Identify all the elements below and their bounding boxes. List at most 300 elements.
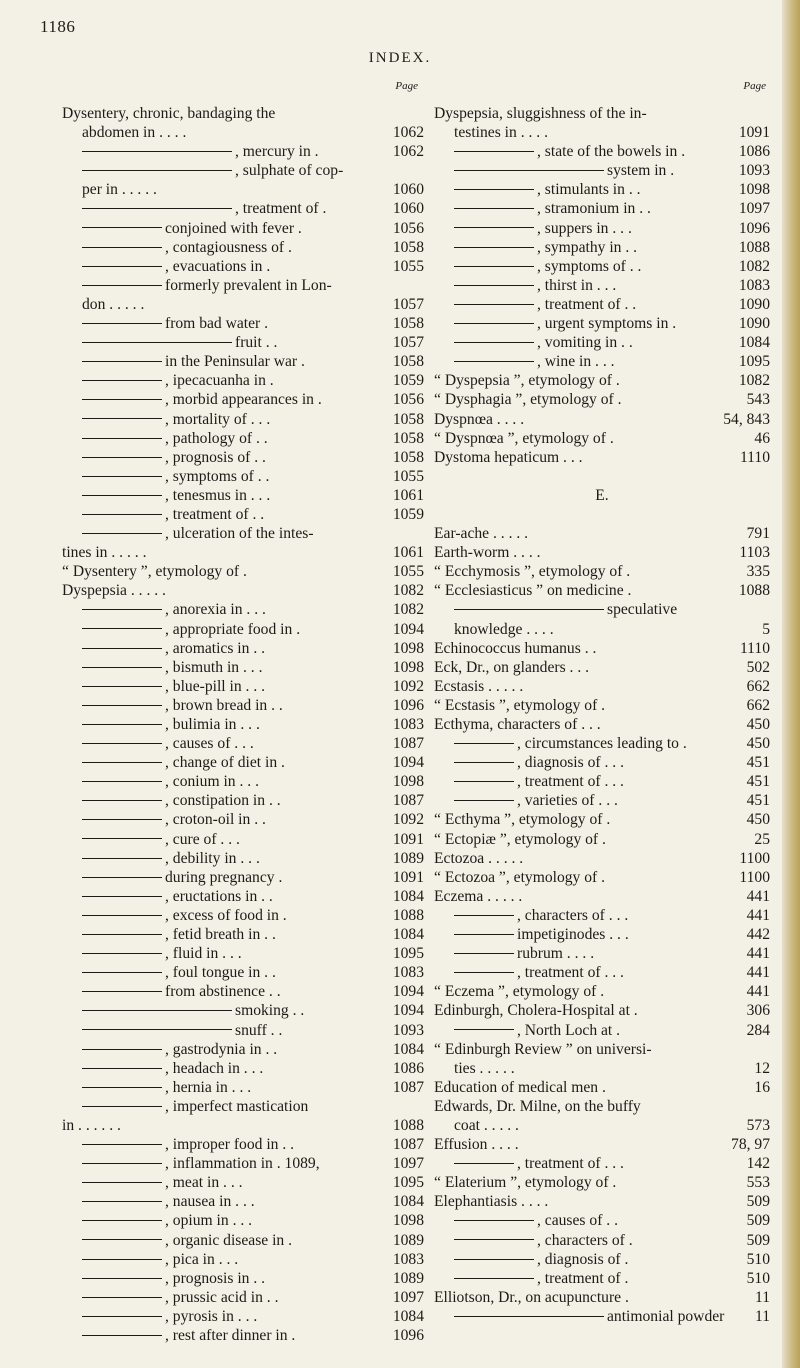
index-entry bbox=[62, 219, 424, 238]
entry-text bbox=[82, 734, 254, 753]
entry-text bbox=[434, 1173, 616, 1192]
entry-page-number: 791 bbox=[746, 525, 770, 543]
ditto-dash bbox=[82, 266, 162, 267]
ditto-dash bbox=[454, 285, 534, 286]
ditto-dash bbox=[82, 399, 162, 400]
ditto-dash bbox=[82, 648, 162, 649]
page-title: INDEX. bbox=[368, 50, 432, 66]
index-entry bbox=[434, 658, 770, 677]
entry-label: , improper food in . . bbox=[165, 1136, 295, 1154]
entry-label: , suppers in . . . bbox=[537, 219, 632, 237]
entry-label: “ Dyspepsia ”, etymology of . bbox=[434, 372, 620, 390]
page-number: 1186 bbox=[40, 17, 76, 36]
ditto-dash bbox=[82, 208, 232, 209]
index-entry bbox=[62, 1097, 424, 1116]
entry-label: Eck, Dr., on glanders . . . bbox=[434, 658, 590, 676]
entry-text bbox=[82, 448, 266, 467]
entry-text bbox=[454, 1307, 724, 1326]
entry-label: “ Dyspnœa ”, etymology of . bbox=[434, 429, 614, 447]
entry-label: , contagiousness of . bbox=[165, 238, 292, 256]
index-entry bbox=[62, 123, 424, 142]
index-entry bbox=[62, 772, 424, 791]
entry-page-number: 1055 bbox=[392, 467, 424, 485]
ditto-dash bbox=[82, 1144, 162, 1145]
entry-page-number: 25 bbox=[754, 830, 770, 848]
entry-page-number: 451 bbox=[746, 792, 770, 810]
entry-label: , hernia in . . . bbox=[165, 1078, 252, 1096]
index-entry bbox=[62, 467, 424, 486]
index-entry bbox=[434, 868, 770, 887]
entry-label: , prussic acid in . . bbox=[165, 1288, 279, 1306]
ditto-dash bbox=[82, 667, 162, 668]
entry-page-number: 1088 bbox=[392, 906, 424, 924]
entry-page-number: 1088 bbox=[738, 238, 770, 256]
index-entry bbox=[434, 982, 770, 1001]
ditto-dash bbox=[454, 266, 534, 267]
index-entry bbox=[434, 677, 770, 696]
index-entry bbox=[434, 276, 770, 295]
index-entry bbox=[434, 333, 770, 352]
index-entry bbox=[434, 887, 770, 906]
entry-label: Edinburgh, Cholera-Hospital at . bbox=[434, 1002, 638, 1020]
entry-page-number: 1098 bbox=[392, 773, 424, 791]
index-entry bbox=[62, 257, 424, 276]
ditto-dash bbox=[454, 1220, 534, 1221]
entry-text bbox=[82, 123, 186, 142]
entry-label: speculative bbox=[607, 601, 678, 619]
entry-page-number: 1095 bbox=[392, 1174, 424, 1192]
entry-page-number: 441 bbox=[746, 906, 770, 924]
ditto-dash bbox=[82, 838, 162, 839]
index-entry bbox=[434, 448, 770, 467]
ditto-dash bbox=[454, 247, 534, 248]
entry-label: , circumstances leading to . bbox=[517, 735, 687, 753]
entry-label: snuff . . bbox=[235, 1021, 283, 1039]
entry-page-number: 1110 bbox=[739, 639, 770, 657]
index-entry bbox=[62, 1192, 424, 1211]
entry-text bbox=[82, 925, 276, 944]
entry-page-number: 1094 bbox=[392, 983, 424, 1001]
entry-label: , causes of . . . bbox=[165, 735, 254, 753]
entry-text bbox=[434, 448, 583, 467]
entry-page-number: 543 bbox=[746, 391, 770, 409]
entry-text bbox=[82, 715, 260, 734]
entry-text bbox=[82, 639, 265, 658]
entry-text bbox=[454, 734, 687, 753]
ditto-dash bbox=[82, 743, 162, 744]
index-entry bbox=[434, 1021, 770, 1040]
ditto-dash bbox=[82, 609, 162, 610]
index-entry bbox=[62, 1211, 424, 1230]
entry-page-number: 1092 bbox=[392, 677, 424, 695]
entry-page-number: 1082 bbox=[738, 257, 770, 275]
index-entry bbox=[62, 1326, 424, 1345]
entry-text bbox=[82, 257, 270, 276]
section-heading bbox=[434, 486, 770, 505]
index-entry bbox=[62, 1307, 424, 1326]
index-entry bbox=[62, 1078, 424, 1097]
entry-page-number: 1060 bbox=[392, 200, 424, 218]
entry-page-number: 1095 bbox=[738, 353, 770, 371]
index-entry bbox=[62, 238, 424, 257]
entry-label: , wine in . . . bbox=[537, 353, 615, 371]
entry-text bbox=[454, 1211, 618, 1230]
index-entry bbox=[434, 123, 770, 142]
entry-text bbox=[82, 352, 305, 371]
entry-label: , diagnosis of . bbox=[537, 1250, 629, 1268]
entry-page-number: 1058 bbox=[392, 353, 424, 371]
index-entry bbox=[62, 963, 424, 982]
index-entry bbox=[434, 104, 770, 123]
entry-text bbox=[434, 677, 523, 696]
index-entry bbox=[62, 982, 424, 1001]
entry-label: , sulphate of cop- bbox=[235, 162, 344, 180]
index-entry bbox=[62, 868, 424, 887]
entry-label: , North Loch at . bbox=[517, 1021, 621, 1039]
entry-page-number: 1087 bbox=[392, 1136, 424, 1154]
entry-text bbox=[82, 830, 240, 849]
index-entry bbox=[62, 600, 424, 619]
entry-page-number: 1057 bbox=[392, 295, 424, 313]
ditto-dash bbox=[454, 361, 534, 362]
entry-page-number: 16 bbox=[754, 1078, 770, 1096]
index-entry bbox=[62, 753, 424, 772]
entry-page-number: 1097 bbox=[392, 1288, 424, 1306]
entry-text bbox=[82, 772, 259, 791]
right-entry-list bbox=[434, 104, 770, 1326]
index-entry bbox=[434, 1192, 770, 1211]
index-entry bbox=[62, 849, 424, 868]
entry-page-number: 142 bbox=[746, 1155, 770, 1173]
entry-label: , mercury in . bbox=[235, 143, 319, 161]
entry-text bbox=[82, 180, 157, 199]
ditto-dash bbox=[82, 247, 162, 248]
entry-label: , thirst in . . . bbox=[537, 276, 617, 294]
entry-page-number: 1098 bbox=[392, 639, 424, 657]
index-entry bbox=[62, 1116, 424, 1135]
index-entry bbox=[434, 581, 770, 600]
entry-label: , foul tongue in . . bbox=[165, 964, 276, 982]
entry-label: “ Ectozoa ”, etymology of . bbox=[434, 868, 606, 886]
entry-text bbox=[454, 276, 616, 295]
entry-text bbox=[82, 1001, 304, 1020]
entry-label: “ Ecclesiasticus ” on medicine . bbox=[434, 582, 632, 600]
index-entry bbox=[62, 276, 424, 295]
entry-page-number: 1096 bbox=[738, 219, 770, 237]
entry-text bbox=[434, 715, 601, 734]
entry-label: “ Eczema ”, etymology of . bbox=[434, 983, 605, 1001]
entry-text bbox=[82, 467, 269, 486]
index-entry bbox=[62, 639, 424, 658]
page-column-header: Page bbox=[395, 80, 418, 92]
entry-label: Dyspepsia, sluggishness of the in- bbox=[434, 105, 647, 122]
entry-label: , symptoms of . . bbox=[165, 467, 270, 485]
entry-text bbox=[454, 219, 632, 238]
entry-text bbox=[82, 982, 281, 1001]
entry-label: rubrum . . . . bbox=[517, 945, 595, 963]
index-entry bbox=[62, 1135, 424, 1154]
entry-page-number: 1061 bbox=[392, 486, 424, 504]
index-entry bbox=[62, 925, 424, 944]
entry-label: “ Ectopiæ ”, etymology of . bbox=[434, 830, 606, 848]
index-entry bbox=[62, 1269, 424, 1288]
index-entry bbox=[434, 314, 770, 333]
entry-text bbox=[454, 925, 629, 944]
entry-label: Earth-worm . . . . bbox=[434, 544, 541, 562]
index-entry bbox=[62, 696, 424, 715]
entry-text bbox=[82, 753, 285, 772]
entry-page-number: 1082 bbox=[392, 601, 424, 619]
entry-text bbox=[454, 238, 637, 257]
entry-label: , mortality of . . . bbox=[165, 410, 271, 428]
entry-page-number: 335 bbox=[746, 563, 770, 581]
entry-label: , inflammation in . 1089, bbox=[165, 1155, 320, 1173]
entry-label: , constipation in . . bbox=[165, 792, 281, 810]
entry-text bbox=[454, 161, 674, 180]
entry-text bbox=[434, 1192, 548, 1211]
ditto-dash bbox=[82, 438, 162, 439]
entry-text bbox=[82, 371, 274, 390]
ditto-dash bbox=[82, 972, 162, 973]
entry-label: smoking . . bbox=[235, 1002, 305, 1020]
entry-text bbox=[82, 161, 343, 180]
ditto-dash bbox=[82, 1316, 162, 1317]
ditto-dash bbox=[454, 609, 604, 610]
entry-label: from abstinence . . bbox=[165, 983, 281, 1001]
entry-page-number: 1090 bbox=[738, 315, 770, 333]
index-entry bbox=[434, 161, 770, 180]
entry-text bbox=[434, 810, 610, 829]
entry-text bbox=[434, 543, 541, 562]
entry-text bbox=[82, 314, 268, 333]
ditto-dash bbox=[454, 1239, 534, 1240]
index-entry bbox=[434, 142, 770, 161]
entry-page-number: 1087 bbox=[392, 792, 424, 810]
entry-text bbox=[434, 562, 630, 581]
entry-text bbox=[82, 658, 262, 677]
entry-page-number: 1086 bbox=[738, 143, 770, 161]
entry-label: , blue-pill in . . . bbox=[165, 677, 266, 695]
index-entry bbox=[434, 925, 770, 944]
entry-label: , fluid in . . . bbox=[165, 945, 242, 963]
entry-text bbox=[82, 1307, 257, 1326]
index-entry bbox=[62, 390, 424, 409]
entry-text bbox=[62, 562, 247, 581]
index-entry bbox=[62, 1231, 424, 1250]
entry-text bbox=[82, 1326, 295, 1345]
entry-label: Ectozoa . . . . . bbox=[434, 849, 524, 867]
entry-label: tines in . . . . . bbox=[62, 544, 147, 562]
entry-text bbox=[454, 1059, 515, 1078]
entry-text bbox=[82, 486, 270, 505]
entry-label: , characters of . . . bbox=[517, 906, 629, 924]
ditto-dash bbox=[454, 800, 514, 801]
entry-label: , fetid breath in . . bbox=[165, 926, 276, 944]
ditto-dash bbox=[82, 1029, 232, 1030]
ditto-dash bbox=[82, 896, 162, 897]
entry-text bbox=[434, 1078, 606, 1097]
entry-label: , eructations in . . bbox=[165, 887, 273, 905]
entry-text bbox=[62, 581, 166, 600]
entry-text bbox=[82, 1211, 252, 1230]
entry-text bbox=[82, 944, 242, 963]
index-entry bbox=[62, 620, 424, 639]
entry-label: don . . . . . bbox=[82, 295, 145, 313]
entry-page-number: 1084 bbox=[392, 1040, 424, 1058]
entry-label: , pyrosis in . . . bbox=[165, 1307, 258, 1325]
index-entry bbox=[62, 1021, 424, 1040]
entry-page-number: 441 bbox=[746, 983, 770, 1001]
entry-label: , sympathy in . . bbox=[537, 238, 638, 256]
ditto-dash bbox=[454, 1259, 534, 1260]
entry-page-number: 510 bbox=[746, 1269, 770, 1287]
index-entry bbox=[62, 180, 424, 199]
entry-label: “ Ecchymosis ”, etymology of . bbox=[434, 563, 631, 581]
entry-page-number: 450 bbox=[746, 735, 770, 753]
entry-page-number: 1083 bbox=[392, 1250, 424, 1268]
entry-text bbox=[82, 1021, 282, 1040]
index-entry bbox=[434, 830, 770, 849]
index-entry bbox=[62, 104, 424, 123]
entry-label: , bulimia in . . . bbox=[165, 716, 260, 733]
entry-page-number: 1088 bbox=[738, 582, 770, 600]
entry-page-number: 1062 bbox=[392, 124, 424, 142]
entry-page-number: 1058 bbox=[392, 410, 424, 428]
ditto-dash bbox=[82, 495, 162, 496]
index-entry bbox=[434, 352, 770, 371]
entry-page-number: 1084 bbox=[392, 887, 424, 905]
entry-text bbox=[82, 429, 268, 448]
entry-page-number: 1082 bbox=[392, 582, 424, 600]
entry-page-number: 1097 bbox=[738, 200, 770, 218]
ditto-dash bbox=[454, 151, 534, 152]
entry-label: Edwards, Dr. Milne, on the buffy bbox=[434, 1097, 641, 1115]
entry-label: , prognosis of . . bbox=[165, 448, 266, 466]
entry-text bbox=[434, 390, 622, 409]
ditto-dash bbox=[82, 858, 162, 859]
entry-label: , symptoms of . . bbox=[537, 257, 642, 275]
entry-text bbox=[434, 868, 605, 887]
entry-label: Ear-ache . . . . . bbox=[434, 525, 529, 543]
entry-page-number: 451 bbox=[746, 754, 770, 772]
ditto-dash bbox=[82, 323, 162, 324]
entry-page-number: 1084 bbox=[392, 1193, 424, 1211]
entry-label: , brown bread in . . bbox=[165, 696, 283, 714]
index-entry bbox=[434, 1288, 770, 1307]
ditto-dash bbox=[82, 227, 162, 228]
entry-page-number: 12 bbox=[754, 1059, 770, 1077]
index-entry bbox=[62, 887, 424, 906]
entry-label: Ecthyma, characters of . . . bbox=[434, 716, 601, 733]
index-entry bbox=[62, 161, 424, 180]
entry-text bbox=[454, 1231, 633, 1250]
entry-label: fruit . . bbox=[235, 334, 278, 352]
entry-text bbox=[82, 1288, 278, 1307]
ditto-dash bbox=[454, 323, 534, 324]
entry-text bbox=[454, 142, 685, 161]
entry-page-number: 1059 bbox=[392, 505, 424, 523]
entry-page-number: 1058 bbox=[392, 429, 424, 447]
entry-page-number: 1103 bbox=[739, 544, 770, 562]
entry-label: , croton-oil in . . bbox=[165, 811, 266, 829]
entry-text bbox=[454, 753, 624, 772]
entry-text bbox=[454, 180, 641, 199]
entry-label: Elliotson, Dr., on acupuncture . bbox=[434, 1288, 629, 1306]
entry-label: , causes of . . bbox=[537, 1212, 618, 1230]
entry-text bbox=[82, 1192, 255, 1211]
entry-label: Ecstasis . . . . . bbox=[434, 677, 524, 695]
entry-page-number: 1096 bbox=[392, 696, 424, 714]
entry-text bbox=[454, 352, 615, 371]
entry-label: Elephantiasis . . . . bbox=[434, 1193, 549, 1211]
entry-label: , treatment of . . bbox=[537, 295, 637, 313]
ditto-dash bbox=[82, 1239, 162, 1240]
entry-text bbox=[454, 963, 624, 982]
entry-text bbox=[454, 295, 636, 314]
entry-page-number: 1100 bbox=[739, 849, 770, 867]
entry-page-number: 1058 bbox=[392, 238, 424, 256]
entry-label: , vomiting in . . bbox=[537, 334, 633, 352]
entry-label: Effusion . . . . bbox=[434, 1136, 519, 1154]
index-entry bbox=[434, 429, 770, 448]
entry-page-number: 78, 97 bbox=[731, 1136, 770, 1154]
ditto-dash bbox=[82, 762, 162, 763]
entry-label: , headach in . . . bbox=[165, 1059, 264, 1077]
index-entry bbox=[62, 543, 424, 562]
entry-label: , prognosis in . . bbox=[165, 1269, 266, 1287]
index-entry bbox=[62, 486, 424, 505]
entry-label: , debility in . . . bbox=[165, 849, 260, 867]
index-entry bbox=[434, 639, 770, 658]
entry-label: , stimulants in . . bbox=[537, 181, 641, 199]
ditto-dash bbox=[454, 342, 534, 343]
ditto-dash bbox=[454, 208, 534, 209]
entry-text bbox=[82, 906, 287, 925]
entry-page-number: 1083 bbox=[392, 964, 424, 982]
entry-page-number: 450 bbox=[746, 811, 770, 829]
entry-text bbox=[454, 772, 624, 791]
entry-label: , varieties of . . . bbox=[517, 792, 618, 810]
entry-label: , rest after dinner in . bbox=[165, 1327, 296, 1344]
entry-page-number: 1087 bbox=[392, 1078, 424, 1096]
entry-page-number: 509 bbox=[746, 1193, 770, 1211]
entry-label: , ulceration of the intes- bbox=[165, 525, 314, 543]
ditto-dash bbox=[454, 1278, 534, 1279]
entry-text bbox=[82, 295, 144, 314]
entry-text bbox=[454, 199, 651, 218]
ditto-dash bbox=[82, 800, 162, 801]
ditto-dash bbox=[82, 686, 162, 687]
entry-text bbox=[454, 123, 548, 142]
entry-text bbox=[434, 830, 606, 849]
index-entry bbox=[434, 963, 770, 982]
ditto-dash bbox=[454, 972, 514, 973]
entry-label: in . . . . . . bbox=[62, 1116, 121, 1134]
entry-label: , diagnosis of . . . bbox=[517, 754, 624, 772]
entry-page-number: 1097 bbox=[392, 1155, 424, 1173]
entry-label: , aromatics in . . bbox=[165, 639, 266, 657]
ditto-dash bbox=[82, 934, 162, 935]
index-entry bbox=[434, 1211, 770, 1230]
ditto-dash bbox=[82, 953, 162, 954]
ditto-dash bbox=[82, 1010, 232, 1011]
ditto-dash bbox=[82, 533, 162, 534]
entry-label: , nausea in . . . bbox=[165, 1193, 255, 1211]
entry-page-number: 1056 bbox=[392, 391, 424, 409]
index-entry bbox=[62, 1154, 424, 1173]
index-entry bbox=[62, 830, 424, 849]
entry-label: , treatment of . . . bbox=[517, 1155, 624, 1173]
